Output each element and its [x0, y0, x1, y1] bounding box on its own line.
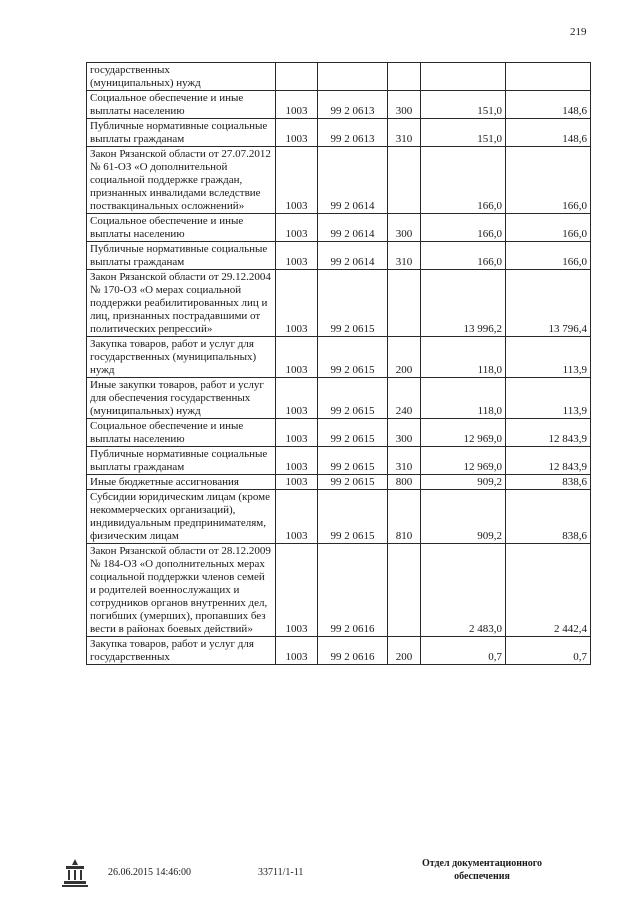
cell-name: Иные закупки товаров, работ и услуг для обеспечения государственных (муниципальных) нужд [87, 378, 276, 419]
cell-target-article [318, 63, 388, 91]
cell-target-article: 99 2 0615 [318, 337, 388, 378]
cell-planned-amount: 0,7 [421, 637, 506, 665]
cell-planned-amount: 12 969,0 [421, 419, 506, 447]
footer-stamp-line2: обеспечения [454, 871, 510, 882]
cell-target-article: 99 2 0616 [318, 544, 388, 637]
page-number: 219 [570, 26, 587, 38]
cell-expense-type: 810 [388, 490, 421, 544]
cell-expense-type [388, 147, 421, 214]
cell-planned-amount: 118,0 [421, 378, 506, 419]
cell-planned-amount [421, 63, 506, 91]
cell-target-article: 99 2 0615 [318, 419, 388, 447]
cell-section-code: 1003 [276, 378, 318, 419]
cell-section-code: 1003 [276, 119, 318, 147]
cell-name: Закон Рязанской области от 27.07.2012 № 61-ОЗ «О дополнительной социальной поддержке граждан, признанных инвалидами вследствие поствакцинальных осложнений» [87, 147, 276, 214]
table-row [87, 63, 591, 91]
footer-datetime: 26.06.2015 14:46:00 [108, 867, 192, 878]
cell-executed-amount: 2 442,4 [506, 544, 591, 637]
cell-planned-amount: 151,0 [421, 119, 506, 147]
footer-stamp [412, 857, 552, 883]
cell-planned-amount: 151,0 [421, 91, 506, 119]
cell-expense-type [388, 544, 421, 637]
cell-executed-amount [506, 63, 591, 91]
table-row [87, 91, 591, 119]
cell-target-article: 99 2 0613 [318, 91, 388, 119]
cell-name: Закон Рязанской области от 28.12.2009 № 184-ОЗ «О дополнительных мерах социальной поддержки членов семей и родителей военнослужащих и сотрудников органов внутренних дел, погибших (умерших), пропавших без вести в районах боевых действий» [87, 544, 276, 637]
cell-executed-amount: 166,0 [506, 214, 591, 242]
cell-planned-amount: 166,0 [421, 214, 506, 242]
cell-section-code: 1003 [276, 490, 318, 544]
cell-expense-type: 300 [388, 91, 421, 119]
cell-executed-amount: 166,0 [506, 147, 591, 214]
cell-planned-amount: 909,2 [421, 490, 506, 544]
cell-target-article: 99 2 0615 [318, 270, 388, 337]
cell-planned-amount: 166,0 [421, 242, 506, 270]
cell-target-article: 99 2 0616 [318, 637, 388, 665]
cell-name: Публичные нормативные социальные выплаты гражданам [87, 447, 276, 475]
cell-executed-amount: 838,6 [506, 490, 591, 544]
footer-stamp-line1: Отдел документационного [421, 858, 543, 869]
cell-executed-amount: 148,6 [506, 91, 591, 119]
cell-target-article: 99 2 0615 [318, 475, 388, 490]
cell-planned-amount: 909,2 [421, 475, 506, 490]
table-row [87, 214, 591, 242]
table-row [87, 637, 591, 665]
budget-table [86, 62, 591, 665]
cell-executed-amount: 12 843,9 [506, 447, 591, 475]
table-row [87, 119, 591, 147]
cell-expense-type: 300 [388, 214, 421, 242]
table-row [87, 544, 591, 637]
table-row [87, 337, 591, 378]
table-row [87, 147, 591, 214]
table-row [87, 475, 591, 490]
cell-section-code: 1003 [276, 475, 318, 490]
budget-table-body [87, 63, 591, 665]
cell-section-code: 1003 [276, 242, 318, 270]
cell-section-code: 1003 [276, 419, 318, 447]
cell-executed-amount: 838,6 [506, 475, 591, 490]
cell-planned-amount: 166,0 [421, 147, 506, 214]
cell-name: Публичные нормативные социальные выплаты гражданам [87, 119, 276, 147]
cell-planned-amount: 118,0 [421, 337, 506, 378]
cell-executed-amount: 0,7 [506, 637, 591, 665]
cell-section-code: 1003 [276, 637, 318, 665]
cell-target-article: 99 2 0615 [318, 490, 388, 544]
table-row [87, 490, 591, 544]
cell-name: Социальное обеспечение и иные выплаты населению [87, 214, 276, 242]
cell-executed-amount: 113,9 [506, 378, 591, 419]
cell-target-article: 99 2 0614 [318, 147, 388, 214]
cell-section-code: 1003 [276, 544, 318, 637]
cell-executed-amount: 148,6 [506, 119, 591, 147]
cell-expense-type: 300 [388, 419, 421, 447]
cell-name: Закупка товаров, работ и услуг для государственных [87, 637, 276, 665]
cell-expense-type: 310 [388, 242, 421, 270]
cell-expense-type [388, 270, 421, 337]
footer-document-number: 33711/1-11 [258, 867, 304, 878]
cell-planned-amount: 2 483,0 [421, 544, 506, 637]
cell-section-code: 1003 [276, 337, 318, 378]
cell-expense-type: 240 [388, 378, 421, 419]
cell-expense-type: 200 [388, 637, 421, 665]
cell-name: Публичные нормативные социальные выплаты гражданам [87, 242, 276, 270]
cell-name: Закупка товаров, работ и услуг для государственных (муниципальных) нужд [87, 337, 276, 378]
cell-expense-type: 800 [388, 475, 421, 490]
table-row [87, 242, 591, 270]
cell-planned-amount: 13 996,2 [421, 270, 506, 337]
cell-target-article: 99 2 0614 [318, 242, 388, 270]
cell-target-article: 99 2 0615 [318, 378, 388, 419]
cell-planned-amount: 12 969,0 [421, 447, 506, 475]
cell-section-code: 1003 [276, 91, 318, 119]
table-row [87, 378, 591, 419]
cell-section-code: 1003 [276, 447, 318, 475]
cell-name: Закон Рязанской области от 29.12.2004 № 170-ОЗ «О мерах социальной поддержки реабилитированных лиц и лиц, признанных пострадавшими от политических репрессий» [87, 270, 276, 337]
cell-section-code: 1003 [276, 214, 318, 242]
cell-expense-type [388, 63, 421, 91]
emblem-icon [60, 857, 90, 889]
cell-expense-type: 310 [388, 447, 421, 475]
cell-executed-amount: 113,9 [506, 337, 591, 378]
cell-name: Субсидии юридическим лицам (кроме некоммерческих организаций), индивидуальным предпринимателям, физическим лицам [87, 490, 276, 544]
cell-executed-amount: 12 843,9 [506, 419, 591, 447]
cell-section-code: 1003 [276, 270, 318, 337]
cell-name: государственных (муниципальных) нужд [87, 63, 276, 91]
table-row [87, 419, 591, 447]
cell-section-code [276, 63, 318, 91]
cell-target-article: 99 2 0615 [318, 447, 388, 475]
cell-expense-type: 200 [388, 337, 421, 378]
cell-name: Социальное обеспечение и иные выплаты населению [87, 91, 276, 119]
cell-name: Иные бюджетные ассигнования [87, 475, 276, 490]
cell-expense-type: 310 [388, 119, 421, 147]
cell-executed-amount: 166,0 [506, 242, 591, 270]
cell-name: Социальное обеспечение и иные выплаты населению [87, 419, 276, 447]
cell-target-article: 99 2 0614 [318, 214, 388, 242]
table-row [87, 270, 591, 337]
table-row [87, 447, 591, 475]
cell-section-code: 1003 [276, 147, 318, 214]
cell-target-article: 99 2 0613 [318, 119, 388, 147]
cell-executed-amount: 13 796,4 [506, 270, 591, 337]
